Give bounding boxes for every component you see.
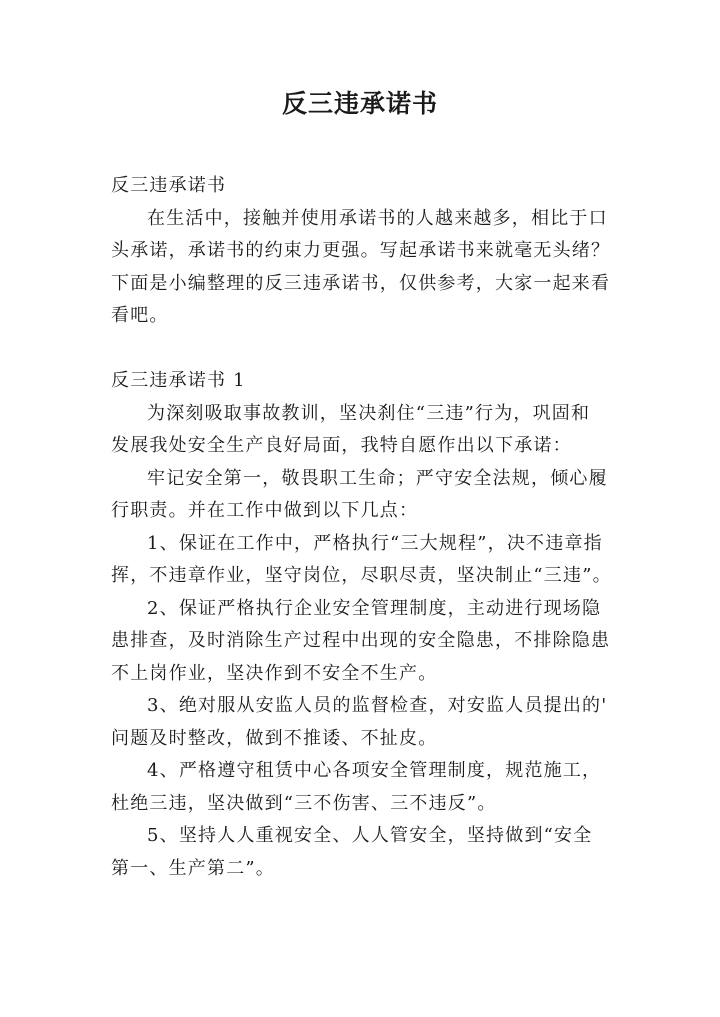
document-title: 反三违承诺书 bbox=[281, 89, 438, 118]
body-line: 发展我处安全生产良好局面，我特自愿作出以下承诺： bbox=[111, 435, 572, 456]
body-line: 反三违承诺书 1 bbox=[111, 370, 246, 391]
document-body bbox=[111, 170, 611, 885]
body-line: 在生活中，接触并使用承诺书的人越来越多，相比于口 bbox=[147, 207, 608, 229]
body-line: 1、保证在工作中，严格执行“三大规程”，决不违章指 bbox=[147, 532, 603, 554]
body-line: 4、严格遵守租赁中心各项安全管理制度，规范施工， bbox=[147, 760, 602, 781]
body-line: 挥，不违章作业，坚守岗位，尽职尽责，坚决制止“三违”。 bbox=[111, 565, 612, 586]
body-line: 3、绝对服从安监人员的监督检查，对安监人员提出的' bbox=[147, 695, 608, 716]
body-line: 反三违承诺书 bbox=[111, 175, 227, 196]
body-line: 患排查，及时消除生产过程中出现的安全隐患，不排除隐患 bbox=[111, 630, 611, 651]
blank-line bbox=[111, 333, 611, 366]
body-line: 不上岗作业，坚决作到不安全不生产。 bbox=[111, 662, 438, 684]
body-line: 杜绝三违，坚决做到“三不伤害、三不违反”。 bbox=[111, 792, 497, 814]
body-line: 5、坚持人人重视安全、人人管安全，坚持做到“安全 bbox=[147, 825, 593, 846]
body-line: 为深刻吸取事故教训，坚决刹住“三违”行为，巩固和 bbox=[147, 402, 591, 424]
body-line: 行职责。并在工作中做到以下几点： bbox=[111, 500, 419, 521]
body-line: 2、保证严格执行企业安全管理制度，主动进行现场隐 bbox=[147, 597, 602, 619]
body-line: 下面是小编整理的反三违承诺书，仅供参考，大家一起来看 bbox=[111, 272, 611, 294]
body-line: 第一、生产第二”。 bbox=[111, 857, 276, 879]
body-line: 牢记安全第一，敬畏职工生命；严守安全法规，倾心履 bbox=[147, 467, 608, 489]
body-line: 看吧。 bbox=[111, 305, 169, 326]
body-line: 问题及时整改，做到不推诿、不扯皮。 bbox=[111, 727, 438, 749]
body-line: 头承诺，承诺书的约束力更强。写起承诺书来就毫无头绪？ bbox=[111, 240, 611, 261]
